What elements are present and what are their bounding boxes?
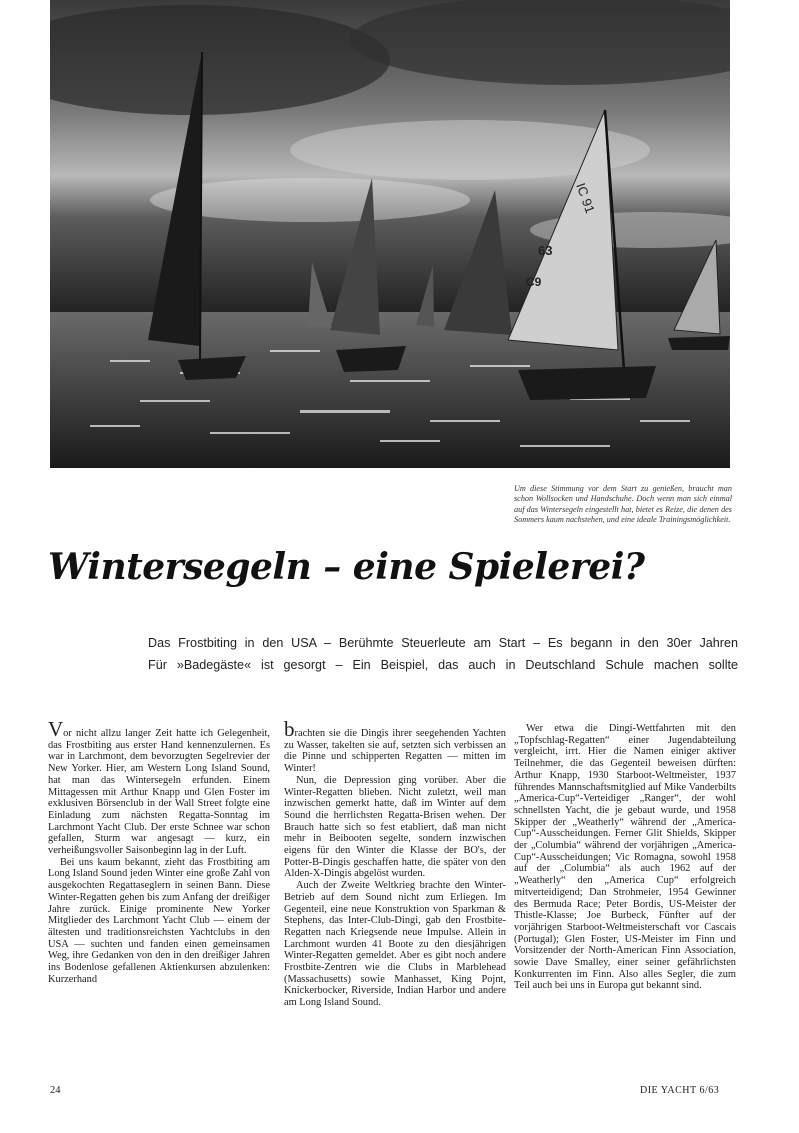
sail-number-3: C9 — [526, 275, 542, 289]
sail-number-2: 63 — [538, 243, 553, 258]
page-number: 24 — [50, 1085, 61, 1096]
paragraph: brachten sie die Dingis ihrer seegehenden Yachten zu Wasser, takelten sie auf, setzten sich verbissen an die Pinne und schipperten Regatten — mitten im Winter! — [284, 717, 506, 775]
photo-caption: Um diese Stimmung vor dem Start zu genießen, braucht man schon Wollsocken und Handschuhe. Doch wenn man sich einmal auf das Wintersegeln eingestellt hat, bietet es Reize, die denen des Sommers kaum nachstehen, und eine ideale Trainingsmöglichkeit. — [514, 484, 732, 525]
column-1 — [48, 717, 270, 985]
sailing-photo — [50, 0, 730, 468]
sail-number-1: IC 91 — [573, 180, 598, 216]
article-headline: Wintersegeln – eine Spielerei? — [48, 546, 645, 588]
column-2 — [284, 717, 506, 1009]
deck-line-1: Das Frostbiting in den USA – Berühmte Steuerleute am Start – Es begann in den 30er Jahren — [148, 636, 738, 650]
article-deck — [148, 632, 738, 676]
paragraph: Auch der Zweite Weltkrieg brachte den Winter-Betrieb auf dem Sound nicht zum Erliegen. Im Gegenteil, eine neue Konstruktion von Sparkman & Stephens, das Inter-Club-Dingi, gab den Frostbite-Regatten nach Kriegsende neue Impulse. Allein in Larchmont wurden 41 Boote zu den diesjährigen Winter-Regatten gemeldet. Aber es gibt noch andere Frostbite-Zentren wie die Clubs in Marblehead (Massachusetts) sowie Manhasset, King Pojnt, Knickerbocker, Riverside, Indian Harbor und andere am Long Island Sound. — [284, 880, 506, 1009]
article-body — [48, 717, 736, 1083]
paragraph: Wer etwa die Dingi-Wettfahrten mit den „Topfschlag-Regatten“ einer Jugendabteilung vergleicht, irrt. Hier die Namen einiger aktiver Teilnehmer, die das Gegenteil beweisen dürften: Arthur Knapp, 1930 Starboot-Weltmeister, 1937 führendes Mannschaftsmitglied auf Mike Vanderbilts „America-Cup“-Verteidiger „Ranger“, der wohl schnellsten Yacht, die je gebaut wurde, und 1958 Skipper der „Weatherly“ während der „America-Cup“-Ausscheidungen. Ferner Glit Shields, Skipper der „Columbia“ während der vorjährigen „America-Cup“-Ausscheidungen; Vic Romagna, sowohl 1958 auf der „Columbia“ als auch 1962 auf der „Weatherly“ den „America Cup“ erfolgreich mitverteidigend; Dan Strohmeier, 1954 Gewinner des Bermuda Race; Peter Bordis, US-Meister der Thistle-Klasse; Joe Burbeck, Fünfter auf der vorjährigen Starboot-Weltmeisterschaft vor Cascais (Portugal); Glen Foster, US-Meister im Finn und Vorsitzender der North-American Finn Association, sowie Dave Smalley, einer seiner gefährlichsten Konkurrenten im Finn. Also alles Segler, die zum Teil auch bei uns in Europa gut bekannt sind. — [514, 723, 736, 992]
column-3 — [514, 723, 736, 992]
deck-line-2: Für »Badegäste« ist gesorgt – Ein Beispiel, das auch in Deutschland Schule machen sollte — [148, 658, 738, 672]
magazine-issue: DIE YACHT 6/63 — [640, 1085, 720, 1096]
paragraph: Bei uns kaum bekannt, zieht das Frostbiting am Long Island Sound jeden Winter eine große Zahl von ausgekochten Regattaseglern in seinen Bann. Diese Winter-Regatten gehen bis zum Anfang der dreißiger Jahre zurück. Einige prominente New Yorker Mitglieder des Larchmont Yacht Club — einem der ältesten und traditionsreichsten Yachtclubs in den USA — suchten und fanden einen gemeinsamen Weg, ihre Gedanken von den in den dreißiger Jahren ins Bodenlose gefallenen Aktienkursen abzulenken: Kurzerhand — [48, 856, 270, 985]
paragraph: Vor nicht allzu langer Zeit hatte ich Gelegenheit, das Frostbiting aus erster Hand kennenzulernen. Es war in Larchmont, dem bevorzugten Segelrevier der New Yorker. Hier, am Western Long Island Sound, hat man das Wintersegeln erfunden. Einem Mittagessen mit Arthur Knapp und Glen Foster im exklusiven Börsenclub in der Wall Street folgte eine Einladung zum nächsten Regatta-Sonntag im Larchmont Yacht Club. Der erste Schnee war schon gefallen, Sturm war angesagt — kurz, ein verheißungsvoller Saisonbeginn lag in der Luft. — [48, 717, 270, 857]
paragraph: Nun, die Depression ging vorüber. Aber die Winter-Regatten blieben. Nicht zuletzt, weil man inzwischen gemerkt hatte, daß im Winter auf dem Sound die herrlichsten Regatta-Brisen wehen. Der Brauch hatte sich so fest etabliert, daß man nicht mehr in Beibooten segelte, sondern inzwischen eigens für den Winter die Klasse der BO's, der Potter-B-Dingis geschaffen hatte, die später von den Alden-X-Dingis abgelöst wurden. — [284, 774, 506, 880]
